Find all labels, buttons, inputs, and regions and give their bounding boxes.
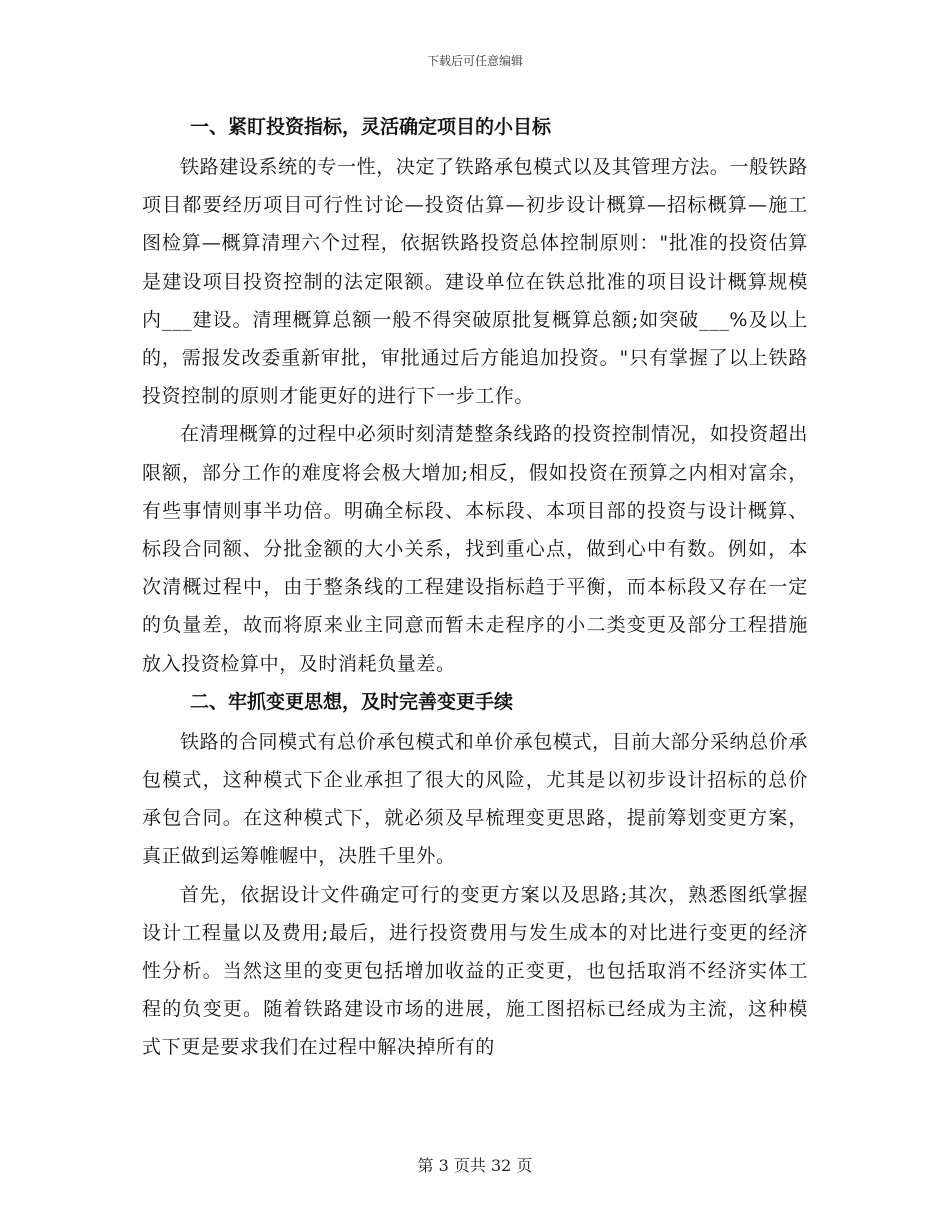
section-heading-1: 一、紧盯投资指标，灵活确定项目的小目标 <box>190 116 552 138</box>
document-body <box>142 108 808 1067</box>
section-2-paragraph-2: 首先，依据设计文件确定可行的变更方案以及思路;其次，熟悉图纸掌握设计工程量以及费用;最后，进行投资费用与发生成本的对比进行变更的经济性分析。当然这里的变更包括增加收益的正变更，也包括取消不经济实体工程的负变更。随着铁路建设市场的进展，施工图招标已经成为主流，这种模式下更是要求我们在过程中解决掉所有的 <box>142 883 808 1059</box>
section-1-paragraph-2: 在清理概算的过程中必须时刻清楚整条线路的投资控制情况，如投资超出限额，部分工作的难度将会极大增加;相反，假如投资在预算之内相对富余，有些事情则事半功倍。明确全标段、本标段、本项目部的投资与设计概算、标段合同额、分批金额的大小关系，找到重心点，做到心中有数。例如，本次清概过程中，由于整条线的工程建设指标趋于平衡，而本标段又存在一定的负量差，故而将原来业主同意而暂未走程序的小二类变更及部分工程措施放入投资检算中，及时消耗负量差。 <box>142 423 808 675</box>
page-header-note: 下载后可任意编辑 <box>426 54 523 68</box>
page-number-footer: 第 3 页共 32 页 <box>417 1156 533 1175</box>
section-1-paragraph-1: 铁路建设系统的专一性，决定了铁路承包模式以及其管理方法。一般铁路项目都要经历项目可行性讨论—投资估算—初步设计概算—招标概算—施工图检算—概算清理六个过程，依据铁路投资总体控制原则："批准的投资估算是建设项目投资控制的法定限额。建设单位在铁总批准的项目设计概算规模内___建设。清理概算总额一般不得突破原批复概算总额;如突破___%及以上的，需报发改委重新审批，审批通过后方能追加投资。"只有掌握了以上铁路投资控制的原则才能更好的进行下一步工作。 <box>142 156 808 408</box>
section-heading-2: 二、牢抓变更思想，及时完善变更手续 <box>190 690 514 713</box>
section-2-paragraph-1: 铁路的合同模式有总价承包模式和单价承包模式，目前大部分采纳总价承包模式，这种模式下企业承担了很大的风险，尤其是以初步设计招标的总价承包合同。在这种模式下，就必须及早梳理变更思路，提前筹划变更方案，真正做到运筹帷幄中，决胜千里外。 <box>142 730 808 868</box>
